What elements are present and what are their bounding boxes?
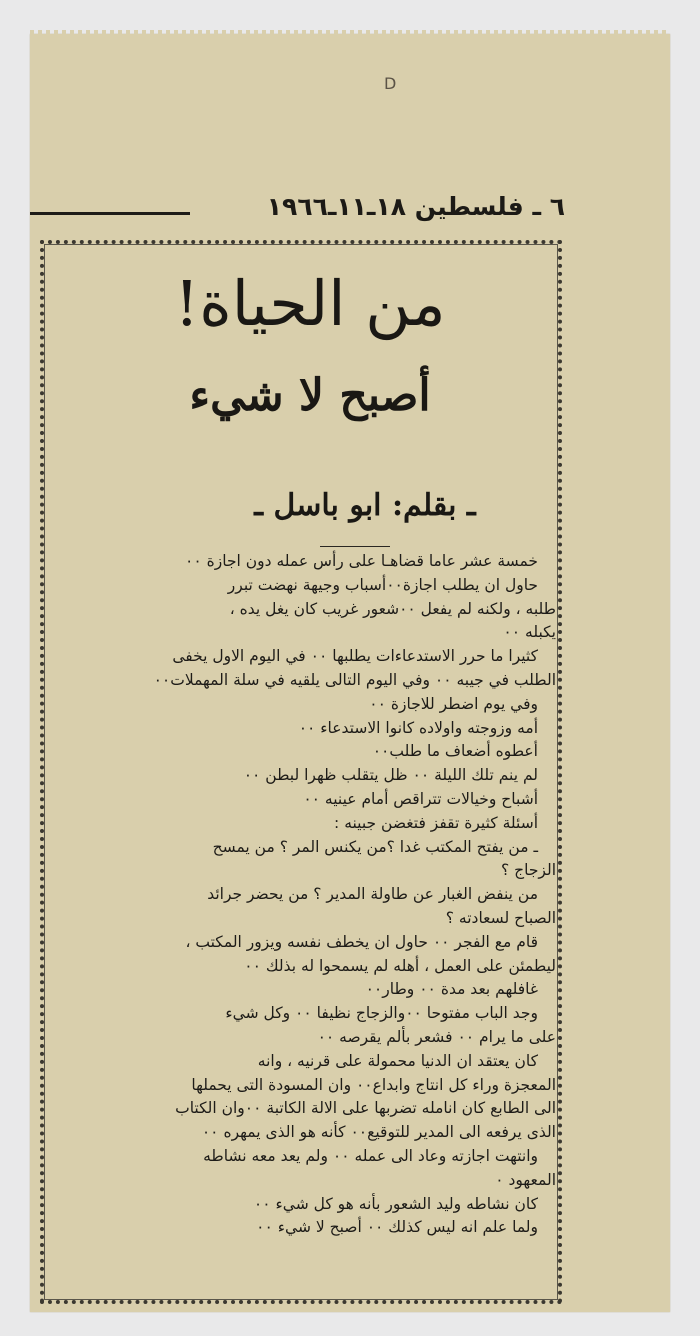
article-line: حاول ان يطلب اجازة٠٠أسباب وجيهة نهضت تبرر — [227, 575, 538, 594]
article-line: كان نشاطه وليد الشعور بأنه هو كل شيء ٠٠ — [253, 1194, 538, 1213]
article-headline: من الحياة! — [174, 267, 446, 340]
article-line: على ما يرام ٠٠ فشعر بألم يقرصه ٠٠ — [317, 1027, 556, 1046]
article-line: أشباح وخيالات تتراقص أمام عينيه ٠٠ — [303, 789, 538, 808]
article-line: الزجاج ؟ — [500, 861, 556, 880]
article-line: يكبله ٠٠ — [503, 623, 556, 642]
byline-rule — [320, 546, 390, 547]
article-line: الطلب في جيبه ٠٠ وفي اليوم التالى يلقيه في سلة المهملات٠٠ — [153, 670, 556, 689]
article-line: كثيرا ما حرر الاستدعاءات يطلبها ٠٠ في اليوم الاول يخفى — [172, 647, 538, 666]
article-line: لم ينم تلك الليلة ٠٠ ظل يتقلب ظهرا لبطن ٠٠ — [243, 766, 538, 785]
article-subheadline: أصبح لا شيء — [189, 370, 431, 421]
article-line: وفي يوم اضطر للاجازة ٠٠ — [369, 694, 538, 713]
article-line: طلبه ، ولكنه لم يفعل ٠٠شعور غريب كان يغل يده ، — [229, 599, 556, 618]
article-line: غافلهم بعد مدة ٠٠ وطار٠٠ — [365, 980, 538, 999]
article-line: أمه وزوجته واولاده كانوا الاستدعاء ٠٠ — [298, 718, 538, 737]
article-line: أسئلة كثيرة تقفز فتغضن جبينه : — [334, 813, 538, 832]
article-line: أعطوه أضعاف ما طلب٠٠ — [372, 742, 538, 761]
article-byline: ـ بقلم: ابو باسل ـ — [254, 488, 476, 523]
article-line: وجد الباب مفتوحا ٠٠والزجاج نظيفا ٠٠ وكل شيء — [225, 1004, 538, 1023]
article-body — [58, 550, 556, 1240]
article-line: الصباح لسعادته ؟ — [445, 908, 556, 927]
article-line: كان يعتقد ان الدنيا محمولة على قرنيه ، وانه — [257, 1051, 538, 1070]
article-line: ـ من يفتح المكتب غدا ؟من يكنس المر ؟ من يمسح — [212, 837, 538, 856]
pencil-mark: D — [384, 74, 397, 93]
article-line: من ينفض الغبار عن طاولة المدير ؟ من يحضر جرائد — [207, 885, 538, 904]
article-line: الذى يرفعه الى المدير للتوقيع٠٠ كأنه هو الذى يمهره ٠٠ — [201, 1123, 556, 1142]
article-line: ليطمئن على العمل ، أهله لم يسمحوا له بذلك ٠٠ — [244, 956, 556, 975]
article-line: قام مع الفجر ٠٠ حاول ان يخطف نفسه ويزور المكتب ، — [185, 932, 538, 951]
header-rule — [30, 212, 190, 215]
article-line: المعجزة وراء كل انتاج وابداع٠٠ وان المسودة التى يحملها — [191, 1075, 556, 1094]
article-line: وانتهت اجازته وعاد الى عمله ٠٠ ولم يعد معه نشاطه — [203, 1146, 538, 1165]
article-line: ولما علم انه ليس كذلك ٠٠ أصبح لا شيء ٠٠ — [256, 1218, 538, 1237]
article-line: المعهود ٠ — [495, 1170, 556, 1189]
article-line: خمسة عشر عاما قضاهـا على رأس عمله دون اجازة ٠٠ — [185, 552, 538, 570]
newspaper-dateline: ٦ ـ فلسطين ١٨ـ١١ـ١٩٦٦ — [266, 192, 565, 221]
article-line: الى الطابع كان انامله تضربها على الالة الكاتبة ٠٠وان الكتاب — [175, 1099, 556, 1118]
